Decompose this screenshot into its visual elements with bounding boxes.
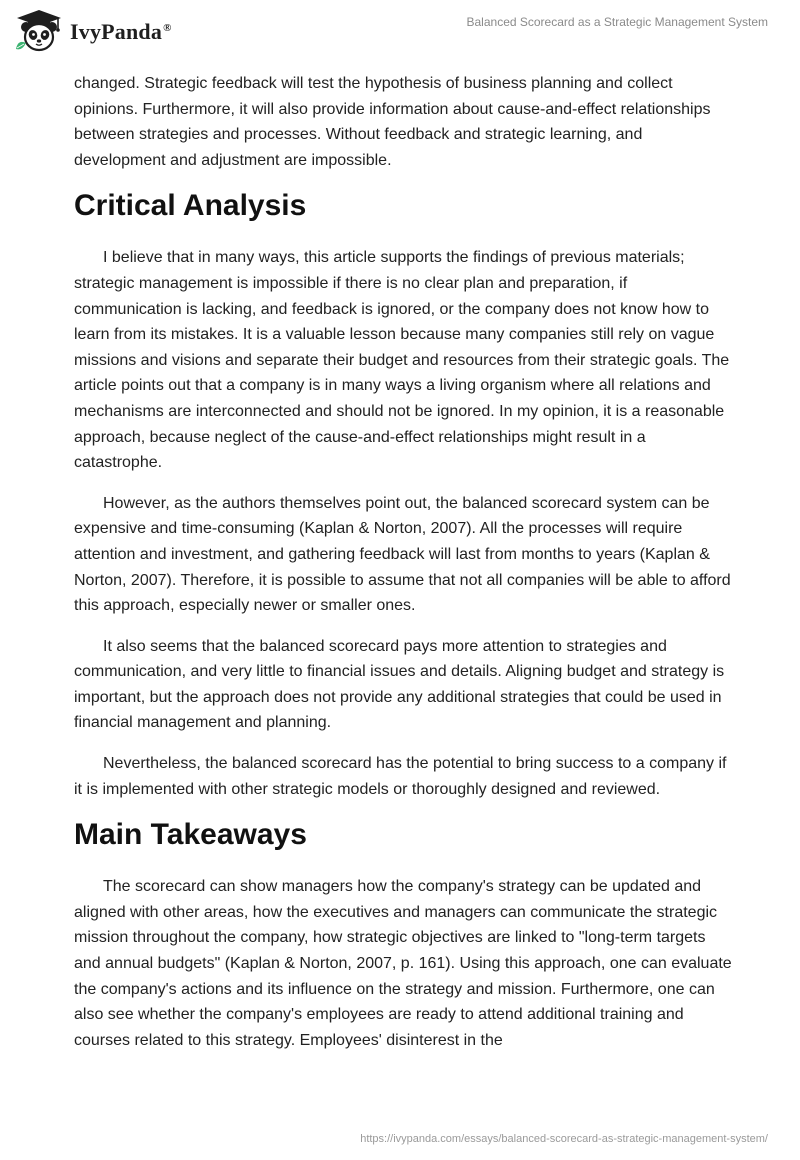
logo-wordmark: IvyPanda® (70, 19, 172, 44)
paragraph-critical-3: It also seems that the balanced scorecard pays more attention to strategies and communication, and very little to financial issues and details. Aligning budget and strategy is important, but the approach does not provide any additional strategies that could be used in financial management and planning. (74, 637, 725, 732)
panda-graduate-icon (14, 9, 64, 53)
paragraph-critical-1: I believe that in many ways, this article supports the findings of previous materials; strategic management is impossible if there is no clear plan and preparation, if communication is lacking, and feedback is ignored, or the company does not know how to learn from its mistakes. It is a valuable lesson because many companies still rely on vague missions and visions and separate their budget and resources from their strategic goals. The article points out that a company is in many ways a living organism where all relations and mechanisms are interconnected and should not be ignored. In my opinion, it is a reasonable approach, because neglect of the cause-and-effect relationships might result in a catastrophe. (74, 249, 730, 472)
heading-critical-analysis: Critical Analysis (74, 189, 307, 223)
paragraph-critical-2: However, as the authors themselves point out, the balanced scorecard system can be expensive and time-consuming (Kaplan & Norton, 2007). All the processes will require attention and investment, and gathering feedback will last from months to years (Kaplan & Norton, 2007). Therefore, it is possible to assume that not all companies will be able to afford this approach, especially newer or smaller ones. (74, 494, 731, 615)
heading-main-takeaways: Main Takeaways (74, 818, 307, 852)
paragraph-takeaways-1: The scorecard can show managers how the company's strategy can be updated and aligned with other areas, how the executives and managers can communicate the strategic mission throughout the company, how strategic objectives are linked to "long-term targets and annual budgets" (Kaplan & Norton, 2007, p. 161). Using this approach, one can evaluate the company's actions and its influence on the strategy and mission. Furthermore, one can also see whether the company's employees are ready to attend additional training and courses related to this strategy. Employees' disinterest in the (74, 878, 732, 1049)
essay-body (74, 71, 734, 1068)
running-title: Balanced Scorecard as a Strategic Management System (466, 15, 768, 29)
source-url-link[interactable]: https://ivypanda.com/essays/balanced-scorecard-as-strategic-management-system/ (360, 1133, 768, 1145)
paragraph-critical-4: Nevertheless, the balanced scorecard has the potential to bring success to a company if it is implemented with other strategic models or thoroughly designed and reviewed. (74, 755, 727, 798)
paragraph-continued: changed. Strategic feedback will test the hypothesis of business planning and collect opinions. Furthermore, it will also provide information about cause-and-effect relationships between strategies and processes. Without feedback and strategic learning, and development and adjustment are impossible. (74, 75, 711, 169)
ivypanda-logo[interactable] (14, 9, 172, 53)
page-header (0, 0, 800, 64)
